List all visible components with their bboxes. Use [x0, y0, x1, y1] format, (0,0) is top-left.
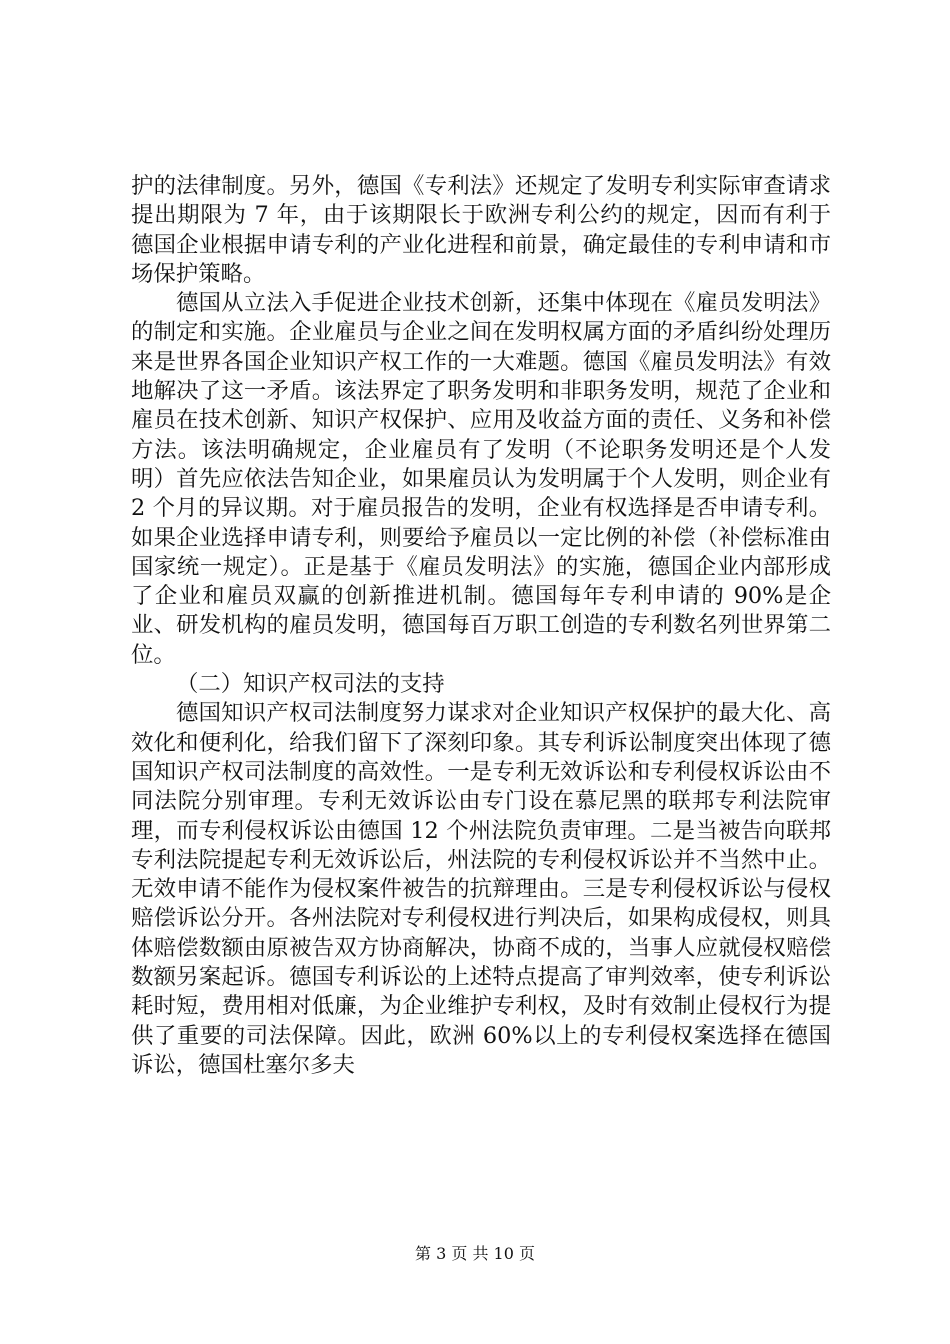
paragraph-employee-invention-law: 德国从立法入手促进企业技术创新，还集中体现在《雇员发明法》的制定和实施。企业雇员与企业之间在发明权属方面的矛盾纠纷处理历来是世界各国企业知识产权工作的一大难题。德国《雇员发明法》有效地解决了这一矛盾。该法界定了职务发明和非职务发明，规范了企业和雇员在技术创新、知识产权保护、应用及收益方面的责任、义务和补偿方法。该法明确规定，企业雇员有了发明（不论职务发明还是个人发明）首先应依法告知企业，如果雇员认为发明属于个人发明，则企业有 2 个月的异议期。对于雇员报告的发明，企业有权选择是否申请专利。如果企业选择申请专利，则要给予雇员以一定比例的补偿（补偿标准由国家统一规定）。正是基于《雇员发明法》的实施，德国企业内部形成了企业和雇员双赢的创新推进机制。德国每年专利申请的 90%是企业、研发机构的雇员发明，德国每百万职工创造的专利数名列世界第二位。: [131, 290, 831, 668]
paragraph-continuation: 护的法律制度。另外，德国《专利法》还规定了发明专利实际审查请求提出期限为 7 年，由于该期限长于欧洲专利公约的规定，因而有利于德国企业根据申请专利的产业化进程和前景，确定最佳的专利申请和市场保护策略。: [131, 173, 831, 287]
paragraph-judicial-system: 德国知识产权司法制度努力谋求对企业知识产权保护的最大化、高效化和便利化，给我们留下了深刻印象。其专利诉讼制度突出体现了德国知识产权司法制度的高效性。一是专利无效诉讼和专利侵权诉讼由不同法院分别审理。专利无效诉讼由专门设在慕尼黑的联邦专利法院审理，而专利侵权诉讼由德国 12 个州法院负责审理。二是当被告向联邦专利法院提起专利无效诉讼后，州法院的专利侵权诉讼并不当然中止。无效申请不能作为侵权案件被告的抗辩理由。三是专利侵权诉讼与侵权赔偿诉讼分开。各州法院对专利侵权进行判决后，如果构成侵权，则具体赔偿数额由原被告双方协商解决，协商不成的，当事人应就侵权赔偿数额另案起诉。德国专利诉讼的上述特点提高了审判效率，使专利诉讼耗时短，费用相对低廉，为企业维护专利权，及时有效制止侵权行为提供了重要的司法保障。因此，欧洲 60%以上的专利侵权案选择在德国诉讼，德国杜塞尔多夫: [131, 700, 831, 1078]
document-body: [131, 172, 831, 1080]
page-number-footer: 第 3 页 共 10 页: [415, 1244, 535, 1263]
section-heading-judicial-support: （二）知识产权司法的支持: [176, 671, 445, 698]
